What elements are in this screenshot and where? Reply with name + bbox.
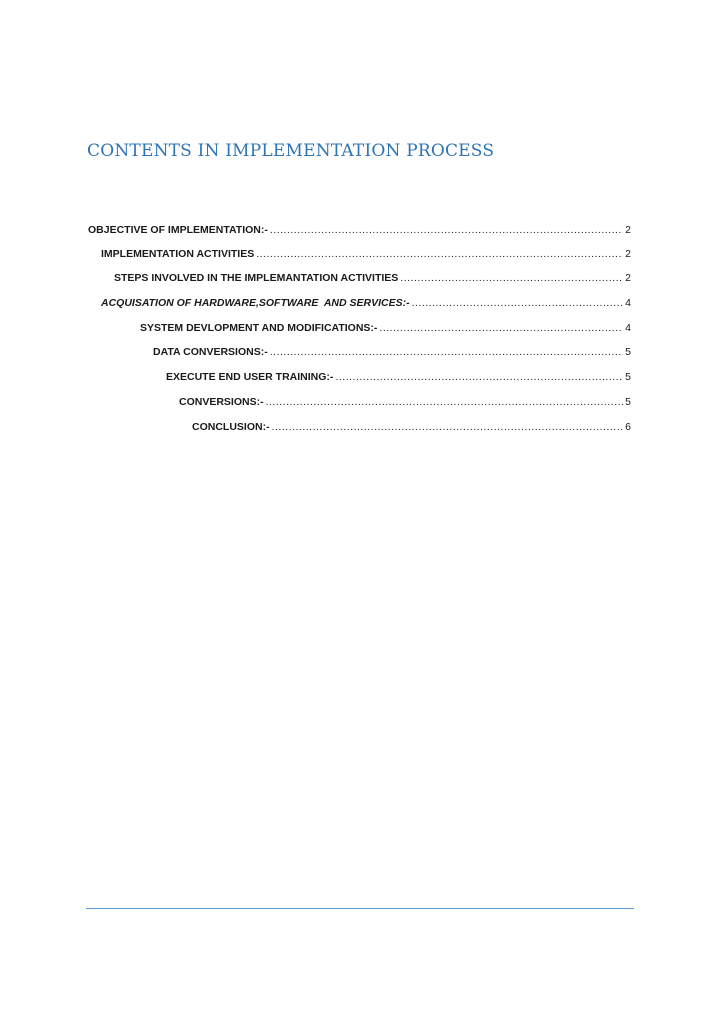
- toc-entry-conversions[interactable]: [179, 394, 631, 410]
- toc-entry-label: CONCLUSION:-: [192, 421, 270, 433]
- toc-page-number: 4: [625, 297, 631, 309]
- toc-dot-leader: [335, 369, 623, 385]
- toc-dot-leader: [270, 222, 623, 238]
- toc-dot-leader: [379, 320, 623, 336]
- toc-page-number: 2: [625, 224, 631, 236]
- toc-entry-data-conversions[interactable]: [153, 344, 631, 360]
- toc-page-number: 5: [625, 346, 631, 358]
- toc-entry-label: IMPLEMENTATION ACTIVITIES: [101, 248, 255, 260]
- toc-page-number: 6: [625, 421, 631, 433]
- toc-entry-objective[interactable]: [88, 222, 631, 238]
- toc-entry-label: STEPS INVOLVED IN THE IMPLEMANTATION ACTIVITIES: [114, 272, 399, 284]
- footer-divider: [86, 908, 634, 909]
- toc-dot-leader: [256, 246, 623, 262]
- toc-heading: CONTENTS IN IMPLEMENTATION PROCESS: [87, 141, 495, 161]
- toc-entry-end-user-training[interactable]: [166, 369, 631, 385]
- toc-entry-implementation-activities[interactable]: [101, 246, 631, 262]
- toc-page-number: 5: [625, 371, 631, 383]
- toc-entry-label: ACQUISATION OF HARDWARE,SOFTWARE AND SERVICES:-: [101, 297, 410, 309]
- toc-entry-conclusion[interactable]: [192, 419, 631, 435]
- toc-entry-label: EXECUTE END USER TRAINING:-: [166, 371, 334, 383]
- toc-page-number: 2: [625, 272, 631, 284]
- toc-dot-leader: [412, 295, 623, 311]
- toc-entry-system-devlopment[interactable]: [140, 320, 631, 336]
- toc-dot-leader: [400, 270, 623, 286]
- toc-entry-label: OBJECTIVE OF IMPLEMENTATION:-: [88, 224, 268, 236]
- toc-entry-label: SYSTEM DEVLOPMENT AND MODIFICATIONS:-: [140, 322, 378, 334]
- toc-dot-leader: [266, 394, 623, 410]
- toc-page-number: 2: [625, 248, 631, 260]
- toc-entry-label: DATA CONVERSIONS:-: [153, 346, 268, 358]
- toc-entry-label: CONVERSIONS:-: [179, 396, 264, 408]
- toc-dot-leader: [272, 419, 623, 435]
- toc-entry-steps-involved[interactable]: [114, 270, 631, 286]
- toc-page-number: 5: [625, 396, 631, 408]
- toc-page-number: 4: [625, 322, 631, 334]
- toc-dot-leader: [270, 344, 623, 360]
- toc-entry-acquisation[interactable]: [101, 295, 631, 311]
